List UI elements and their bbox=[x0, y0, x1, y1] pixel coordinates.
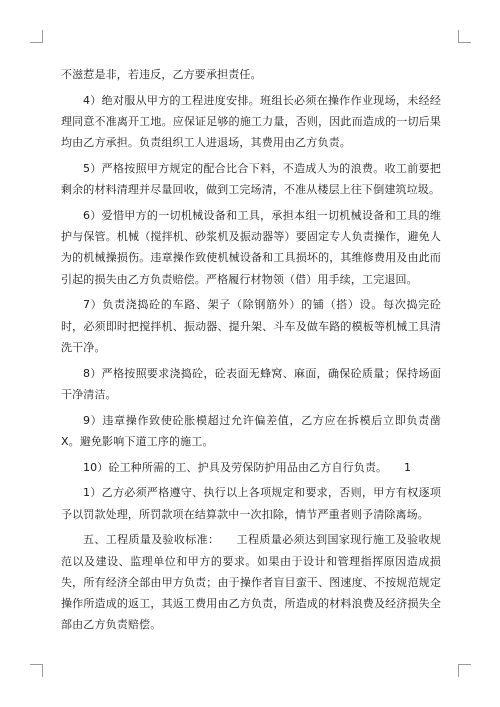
crop-mark-top-left bbox=[30, 30, 43, 43]
paragraph-item-7: 7）负责浇捣砼的车路、架子（除钢筋外）的铺（搭）设。每次捣完砼时，必须即时把搅拌机、振动器、提升架、斗车及做车路的模板等机械工具清洗干净。 bbox=[61, 298, 441, 354]
crop-mark-bottom-left bbox=[30, 664, 43, 677]
paragraph-item-9: 9）违章操作致使砼胀模超过允许偏差值，乙方应在拆模后立即负责凿X。避免影响下道工序的施工。 bbox=[61, 413, 441, 448]
paragraph-item-5: 5）严格按照甲方规定的配合比合下料，不造成人为的浪费。收工前要把剩余的材料清理并尽量回收，做到工完场清，不准从楼层上往下倒建筑垃圾。 bbox=[61, 162, 441, 197]
paragraph-item-1: 1）乙方必须严格遵守、执行以上各项规定和要求，否则，甲方有权逐项予以罚款处理，所罚款项在结算款中一次扣除，情节严重者则予清除离场。 bbox=[61, 486, 441, 521]
crop-mark-top-right bbox=[458, 30, 471, 43]
paragraph-section-5: 五、工程质量及验收标准： 工程质量必须达到国家现行施工及验收规范以及建设、监理单位和甲方的要求。如果由于设计和管理指挥原因造成损失，所有经济全部由甲方负责；由于操作者盲目蛮干、图速度、不按规范规定操作所造成的返工，其返工费用由乙方负责，所造成的材料浪费及经济损失全部由乙方负责赔偿。 bbox=[61, 533, 441, 632]
paragraph-item-10: 10）砼工种所需的工、护具及劳保防护用品由乙方自行负责。 1 bbox=[83, 460, 412, 474]
paragraph-item-6: 6）爱惜甲方的一切机械设备和工具，承担本组一切机械设备和工具的维护与保管。机械（搅拌机、砂浆机及振动器等）要固定专人负责操作，避免人为的机械操损伤。违章操作致使机械设备和工具损坏的，其维修费用及由此而引起的损失由乙方负责赔偿。严格履行材物领（借）用手续，工完退回。 bbox=[61, 209, 441, 286]
paragraph-item-4: 4）绝对服从甲方的工程进度安排。班组长必须在操作作业现场，未经经理同意不准离开工地。应保证足够的施工力量，否则，因此而造成的一切后果均由乙方承担。负责组织工人进退场，其费用由乙方负责。 bbox=[61, 93, 441, 150]
paragraph-item-8: 8）严格按照要求浇捣砼，砼表面无蜂窝、麻面，确保砼质量；保持场面干净清洁。 bbox=[61, 366, 441, 401]
paragraph-continuation: 不滋惹是非，若违反，乙方要承担责任。 bbox=[61, 68, 262, 81]
crop-mark-bottom-right bbox=[458, 664, 471, 677]
document-body bbox=[61, 64, 441, 640]
